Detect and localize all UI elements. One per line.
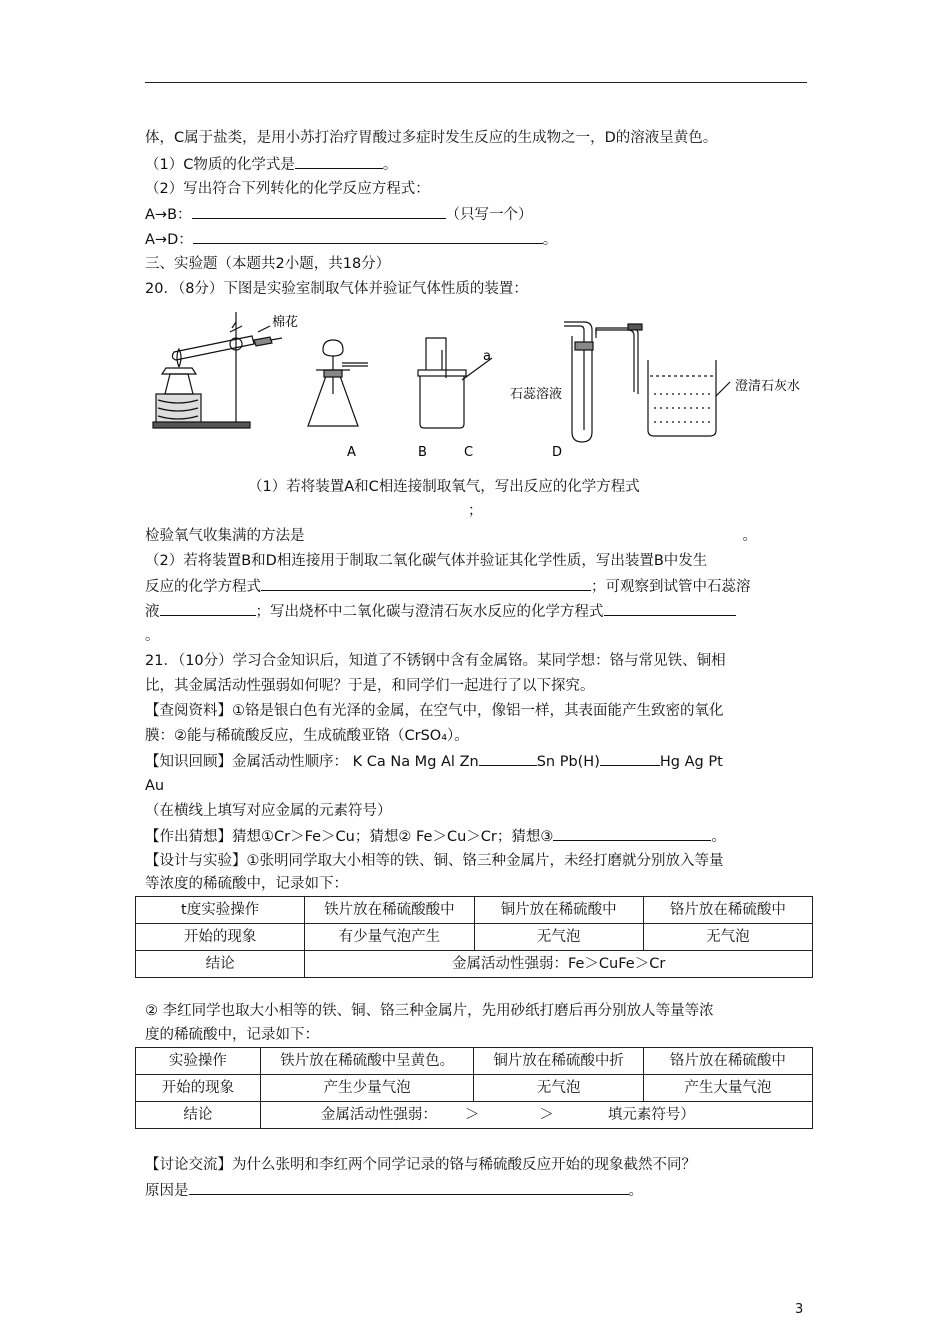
label-limewater: 澄清石灰水: [735, 379, 801, 394]
activity-series-line: 【知识回顾】金属活动性顺序： K Ca Na Mg Al Zn Sn Pb(H) Hg Ag Pt: [145, 750, 810, 773]
label-cotton: 棉花: [272, 315, 299, 330]
results-table-1: [135, 896, 813, 978]
header-rule: [145, 82, 807, 83]
table-row: [136, 1102, 813, 1129]
text-line: 体，C属于盐类，是用小苏打治疗胃酸过多症时发生反应的生成物之一，D的溶液呈黄色。: [145, 130, 718, 146]
table-cell: 无气泡: [474, 1075, 643, 1102]
answer-blank[interactable]: [192, 203, 446, 219]
equation-b-line: 反应的化学方程式 ；可观察到试管中石蕊溶: [145, 575, 810, 598]
answer-blank[interactable]: [604, 600, 736, 616]
answer-blank[interactable]: [479, 750, 537, 766]
table-row: [136, 951, 813, 978]
table-cell: 铜片放在稀硫酸中折: [474, 1048, 643, 1075]
text-line: 比，其金属活动性强弱如何呢？于是，和同学们一起进行了以下探究。: [145, 678, 595, 694]
text-line: Au: [145, 778, 165, 794]
section-heading: 三、实验题（本题共2小题，共18分）: [145, 256, 391, 272]
flask-apparatus: [308, 340, 368, 426]
semicolon-line: ；: [468, 503, 483, 519]
text-line: （在横线上填写对应金属的元素符号）: [145, 803, 392, 819]
table-cell: 无气泡: [474, 924, 643, 951]
answer-blank[interactable]: [295, 153, 383, 169]
answer-blank[interactable]: [553, 825, 711, 841]
table-cell: 结论: [136, 951, 305, 978]
question-20-2: （2）若将装置B和D相连接用于制取二氧化碳气体并验证其化学性质，写出装置B中发生: [145, 553, 708, 569]
question-1: （1）C物质的化学式是 。: [145, 153, 810, 176]
apparatus-figure: [150, 304, 815, 469]
table-cell: 无气泡: [643, 924, 812, 951]
question-21: 21．（10分）学习合金知识后，知道了不锈钢中含有金属铬。某同学想：铬与常见铁、铜相: [145, 653, 726, 669]
table-row: [136, 1048, 813, 1075]
text-line: 。: [145, 628, 160, 644]
table-cell: 结论: [136, 1102, 261, 1129]
label-litmus: 石蕊溶液: [510, 387, 563, 402]
text-line: ② 李红同学也取大小相等的铁、铜、铬三种金属片，先用砂纸打磨后再分别放人等量等浓: [145, 1003, 714, 1019]
oxygen-check-line: 检验氧气收集满的方法是 。: [145, 528, 757, 544]
table-cell: 产生少量气泡: [260, 1075, 474, 1102]
table-row: [136, 924, 813, 951]
table-cell: 有少量气泡产生: [305, 924, 474, 951]
question-2: （2）写出符合下列转化的化学反应方程式：: [145, 181, 430, 197]
answer-blank[interactable]: [189, 1179, 629, 1195]
table-cell: 铬片放在稀硫酸中: [643, 897, 812, 924]
table-cell: 铁片放在稀硫酸中呈黄色。: [260, 1048, 474, 1075]
label-C: C: [464, 445, 474, 460]
answer-blank[interactable]: [261, 575, 591, 591]
equation-a-b: A→B： （只写一个）: [145, 203, 810, 226]
text-line: 等浓度的稀硫酸中，记录如下：: [145, 876, 348, 892]
results-table-2: [135, 1047, 813, 1129]
discussion-line: 【讨论交流】为什么张明和李红两个同学记录的铬与稀硫酸反应开始的现象截然不同？: [145, 1157, 696, 1173]
text-line: 【查阅资料】①铬是银白色有光泽的金属，在空气中，像铝一样，其表面能产生致密的氧化: [145, 703, 724, 719]
text-line: 膜：②能与稀硫酸反应，生成硫酸亚铬（CrSO₄）。: [145, 728, 469, 744]
table-row: [136, 1075, 813, 1102]
hypothesis-line: 【作出猜想】猜想①Cr＞Fe＞Cu；猜想② Fe＞Cu＞Cr；猜想③ 。: [145, 825, 810, 848]
equation-a-d: A→D： 。: [145, 228, 810, 251]
table-cell: 实验操作: [136, 1048, 261, 1075]
table-cell: t度实验操作: [136, 897, 305, 924]
label-a: a: [483, 349, 491, 364]
answer-blank[interactable]: [193, 228, 543, 244]
table-cell: 铬片放在稀硫酸中: [643, 1048, 812, 1075]
label-B: B: [418, 445, 427, 460]
test-tube-and-beaker: [564, 322, 730, 442]
table-cell: 开始的现象: [136, 924, 305, 951]
answer-blank[interactable]: [600, 750, 660, 766]
question-20: 20．（8分）下图是实验室制取气体并验证气体性质的装置：: [145, 281, 528, 297]
reason-line: 原因是 。: [145, 1179, 810, 1202]
question-20-1: （1）若将装置A和C相连接制取氧气，写出反应的化学方程式: [248, 479, 640, 495]
table-cell: 金属活动性强弱：Fe＞CuFe＞Cr: [305, 951, 813, 978]
label-A: A: [347, 445, 356, 460]
table-cell: 铜片放在稀硫酸中: [474, 897, 643, 924]
table-cell: 金属活动性强弱： ＞ ＞ 填元素符号）: [260, 1102, 812, 1129]
text-line: 度的稀硫酸中，记录如下：: [145, 1027, 319, 1043]
table-cell: 铁片放在稀硫酸酸中: [305, 897, 474, 924]
table-cell: 产生大量气泡: [643, 1075, 812, 1102]
page-number: 3: [795, 1302, 804, 1317]
table-row: [136, 897, 813, 924]
table-cell: 开始的现象: [136, 1075, 261, 1102]
label-D: D: [552, 445, 563, 460]
text-line: 【设计与实验】①张明同学取大小相等的铁、铜、铬三种金属片，未经打磨就分别放入等量: [145, 853, 724, 869]
litmus-line: 液 ；写出烧杯中二氧化碳与澄清石灰水反应的化学方程式: [145, 600, 810, 623]
gas-bottle: [418, 338, 492, 428]
answer-blank[interactable]: [160, 600, 256, 616]
